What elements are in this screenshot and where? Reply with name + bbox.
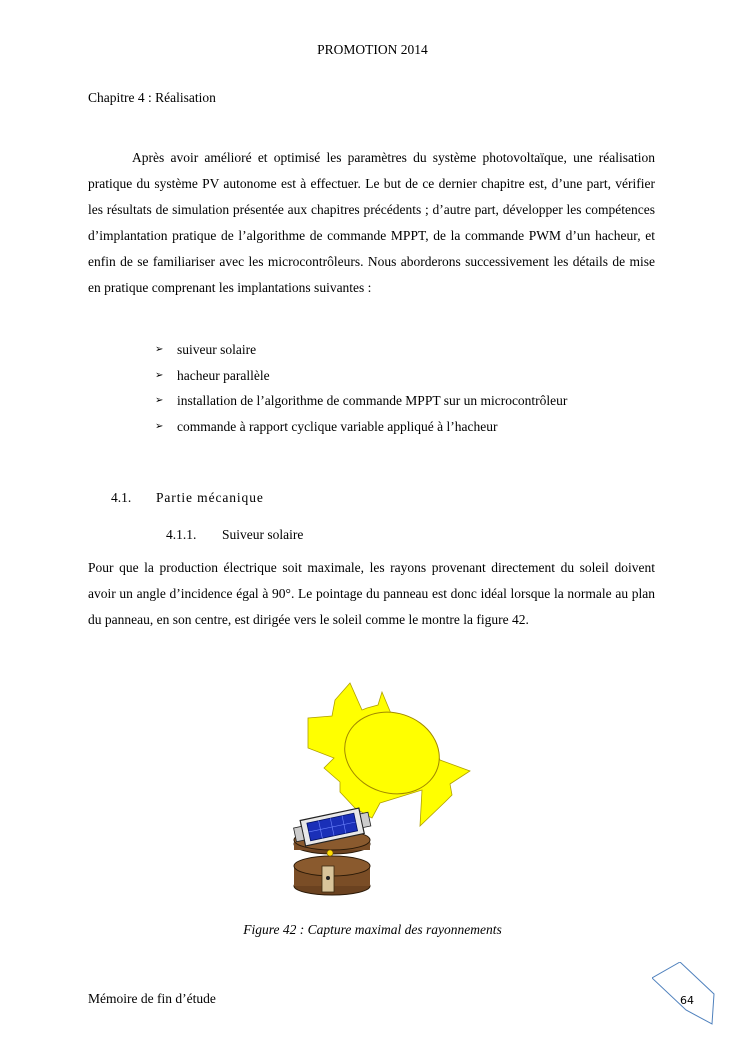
- solar-tracker-figure: [280, 678, 480, 903]
- footer-text: Mémoire de fin d’étude: [88, 991, 216, 1006]
- page-number: 64: [680, 994, 694, 1007]
- subsection-title: Suiveur solaire: [222, 527, 304, 542]
- section-number: 4.1.: [111, 490, 132, 505]
- arrow-bullet-icon: ➢: [155, 420, 164, 432]
- body-paragraph: Pour que la production électrique soit maximale, les rayons provenant directement du soleil doivent avoir un angle d’incidence égal à 90°. Le pointage du panneau est donc idéal lorsque la normale au plan du panneau, en son centre, est dirigée vers le soleil comme le montre la figure 42.: [88, 560, 655, 627]
- arrow-bullet-icon: ➢: [155, 344, 164, 355]
- arrow-bullet-icon: ➢: [155, 395, 164, 406]
- subsection-number: 4.1.1.: [166, 527, 197, 542]
- chapter-title: Chapitre 4 : Réalisation: [88, 90, 216, 105]
- list-item: ➢ commande à rapport cyclique variable appliqué à l’hacheur: [155, 417, 567, 443]
- bullet-list: [155, 340, 567, 442]
- arrow-bullet-icon: ➢: [155, 369, 164, 381]
- list-item: ➢ hacheur parallèle: [155, 366, 567, 392]
- intro-text: Après avoir amélioré et optimisé les paramètres du système photovoltaïque, une réalisation pratique du système PV autonome est à effectuer. Le but de ce dernier chapitre est, d’une part, vérifier les résultats de simulation présentée aux chapitres précédents ; d’autre part, développer les compétences d’implantation pratique de l’algorithme de commande MPPT, de la commande PWM d’un hacheur, et enfin de se familiariser avec les microcontrôleurs. Nous aborderons successivement les détails de mise en pratique comprenant les implantations suivantes :: [88, 150, 655, 295]
- sun-icon: [308, 683, 470, 826]
- figure-caption: Figure 42 : Capture maximal des rayonnements: [243, 922, 502, 937]
- section-title: Partie mécanique: [156, 490, 264, 505]
- page-header: PROMOTION 2014: [317, 42, 428, 57]
- section-heading: [111, 490, 264, 506]
- list-item: ➢ suiveur solaire: [155, 340, 567, 366]
- subsection-heading: [166, 527, 303, 543]
- list-item: ➢ installation de l’algorithme de commande MPPT sur un microcontrôleur: [155, 391, 567, 417]
- intro-paragraph: [88, 145, 655, 301]
